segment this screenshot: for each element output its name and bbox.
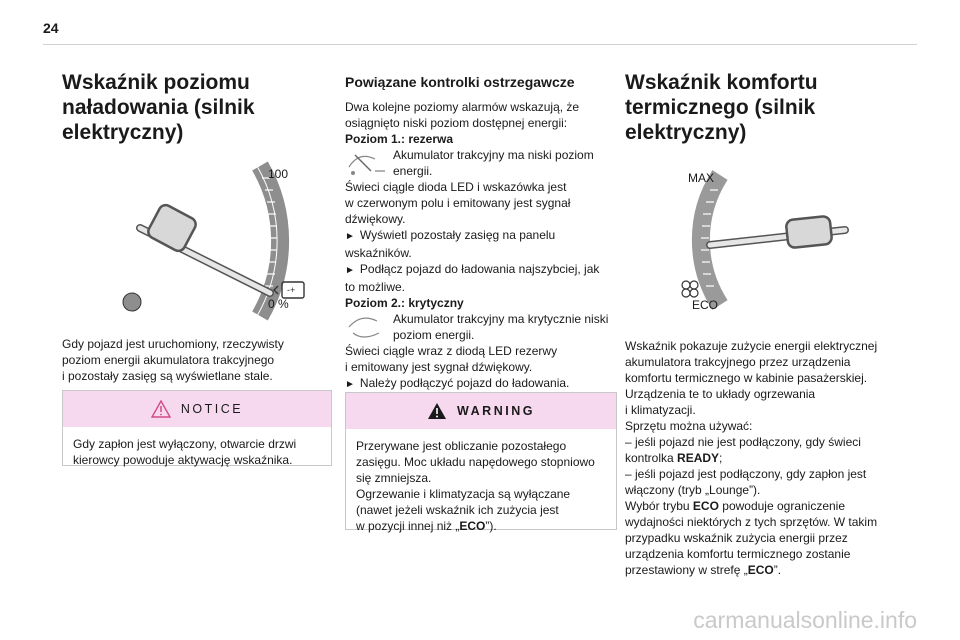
column-thermal-comfort <box>625 70 895 145</box>
text-line: – jeśli pojazd nie jest podłączony, gdy świeci <box>625 435 861 449</box>
text-line: wydajności niektórych z tych sprzętów. W takim <box>625 515 878 529</box>
title-line: termicznego (silnik <box>625 96 816 119</box>
section-title-thermal-comfort <box>625 70 895 145</box>
notice-body <box>63 427 331 478</box>
text-line: dźwiękowy. <box>345 212 406 226</box>
text-line: w czerwonym polu i emitowany jest sygnał <box>345 196 571 210</box>
text-line: przypadku wskaźnik zużycia energii przez <box>625 531 848 545</box>
text-line: Wskaźnik pokazuje zużycie energii elektrycznej <box>625 339 878 353</box>
text-line: poziom energii akumulatora trakcyjnego <box>62 353 275 367</box>
gauge-min-label: ECO <box>692 298 719 312</box>
level-1-heading: Poziom 1.: rezerwa <box>345 132 454 146</box>
critical-battery-warning-icon <box>345 311 393 343</box>
warning-header <box>346 393 616 429</box>
text-line <box>356 518 606 534</box>
charge-level-gauge-illustration <box>110 148 310 328</box>
title-line: Wskaźnik komfortu <box>625 71 818 94</box>
notice-heading: NOTICE <box>180 402 244 416</box>
text-line: to możliwe. <box>345 280 406 294</box>
text-line: Świeci ciągle dioda LED i wskazówka jest <box>345 180 567 194</box>
column-charge-level <box>62 70 332 145</box>
text-line: komfortu termicznego w kabinie pasażerskiej. <box>625 371 868 385</box>
ready-keyword: READY <box>677 451 720 465</box>
warning-triangle-icon <box>427 402 447 420</box>
text-fragment: ”). <box>485 519 497 533</box>
text-line: Akumulator trakcyjny ma niski poziom <box>393 148 594 162</box>
text-line: kierowcy powoduje aktywację wskaźnika. <box>73 453 293 467</box>
notice-header <box>63 391 331 427</box>
text-line <box>625 562 905 578</box>
text-fragment: Wybór trybu <box>625 499 693 513</box>
eco-mode-icon <box>682 281 698 297</box>
gauge-max-label: MAX <box>688 171 715 185</box>
level-2-indicator-row <box>345 311 615 343</box>
bullet-line: ► Należy podłączyć pojazd do ładowania. <box>345 375 615 393</box>
text-line: Ogrzewanie i klimatyzacja są wyłączane <box>356 487 571 501</box>
eco-keyword: ECO <box>692 499 719 513</box>
text-line: Dwa kolejne poziomy alarmów wskazują, że <box>345 100 580 114</box>
text-line: Urządzenia te to układy ogrzewania <box>625 387 816 401</box>
led-indicator-icon <box>123 293 141 311</box>
column-warning-lamps <box>345 74 615 393</box>
gauge-min-label: 0 % <box>268 297 289 311</box>
thermal-comfort-gauge-illustration <box>670 150 870 325</box>
text-line: Akumulator trakcyjny ma krytycznie niski <box>393 312 609 326</box>
text-line: osiągnięto niski poziom dostępnej energii: <box>345 116 568 130</box>
text-line: – jeśli pojazd jest podłączony, gdy zapłon jest <box>625 467 867 481</box>
text-fragment: kontrolka <box>625 451 678 465</box>
page-number: 24 <box>43 20 59 36</box>
caution-triangle-icon <box>151 400 171 418</box>
text-line: energii. <box>393 164 433 178</box>
bullet-line: ► Wyświetl pozostały zasięg na panelu <box>345 227 615 245</box>
text-line <box>625 498 905 514</box>
text-line: Świeci ciągle wraz z diodą LED rezerwy <box>345 344 558 358</box>
text-fragment: ”. <box>773 563 782 577</box>
warning-box <box>345 392 617 533</box>
charge-level-description <box>62 336 332 384</box>
level-2-heading: Poziom 2.: krytyczny <box>345 296 464 310</box>
title-line: naładowania (silnik <box>62 96 255 119</box>
text-line: urządzenia komfortu termicznego zostanie <box>625 547 851 561</box>
top-divider <box>43 44 917 45</box>
text-fragment: ; <box>719 451 723 465</box>
title-line: elektryczny) <box>625 121 747 144</box>
notice-box <box>62 390 332 466</box>
level-1-indicator-row <box>345 147 615 179</box>
text-line: włączony (tryb „Lounge”). <box>625 483 761 497</box>
text-line: i emitowany jest sygnał dźwiękowy. <box>345 360 533 374</box>
text-line: (nawet jeżeli wskaźnik ich zużycia jest <box>356 503 559 517</box>
text-line: i pozostały zasięg są wyświetlane stale. <box>62 369 273 383</box>
section-title-warning-lamps: Powiązane kontrolki ostrzegawcze <box>345 74 575 90</box>
text-line: się zmniejsza. <box>356 471 432 485</box>
text-fragment: przestawiony w strefę „ <box>625 563 748 577</box>
text-line: i klimatyzacji. <box>625 403 696 417</box>
text-fragment: w pozycji innej niż „ <box>356 519 460 533</box>
text-line: Gdy pojazd jest uruchomiony, rzeczywisty <box>62 337 284 351</box>
text-line: wskaźników. <box>345 246 412 260</box>
warning-heading: WARNING <box>457 404 535 418</box>
text-fragment: powoduje ograniczenie <box>718 499 846 513</box>
text-line: Sprzętu można używać: <box>625 419 753 433</box>
title-line: Wskaźnik poziomu <box>62 71 250 94</box>
eco-keyword: ECO <box>459 519 486 533</box>
text-line: Gdy zapłon jest wyłączony, otwarcie drzwi <box>73 437 297 451</box>
text-line: poziom energii. <box>393 328 475 342</box>
svg-text:-+: -+ <box>287 285 296 295</box>
thermal-comfort-description <box>625 338 905 578</box>
text-line: zasięgu. Moc układu napędowego stopniowo <box>356 455 595 469</box>
gauge-max-label: 100 <box>268 167 289 181</box>
title-line: elektryczny) <box>62 121 184 144</box>
warning-body <box>346 429 616 544</box>
eco-keyword: ECO <box>747 563 774 577</box>
bullet-line: ► Podłącz pojazd do ładowania najszybciej, jak <box>345 261 615 279</box>
text-line <box>625 450 905 466</box>
reserve-battery-warning-icon <box>345 147 393 179</box>
watermark: carmanualsonline.info <box>693 607 917 633</box>
text-line: Przerywane jest obliczanie pozostałego <box>356 439 567 453</box>
section-title-charge-level <box>62 70 332 145</box>
text-line: akumulatora trakcyjnego przez urządzenia <box>625 355 851 369</box>
